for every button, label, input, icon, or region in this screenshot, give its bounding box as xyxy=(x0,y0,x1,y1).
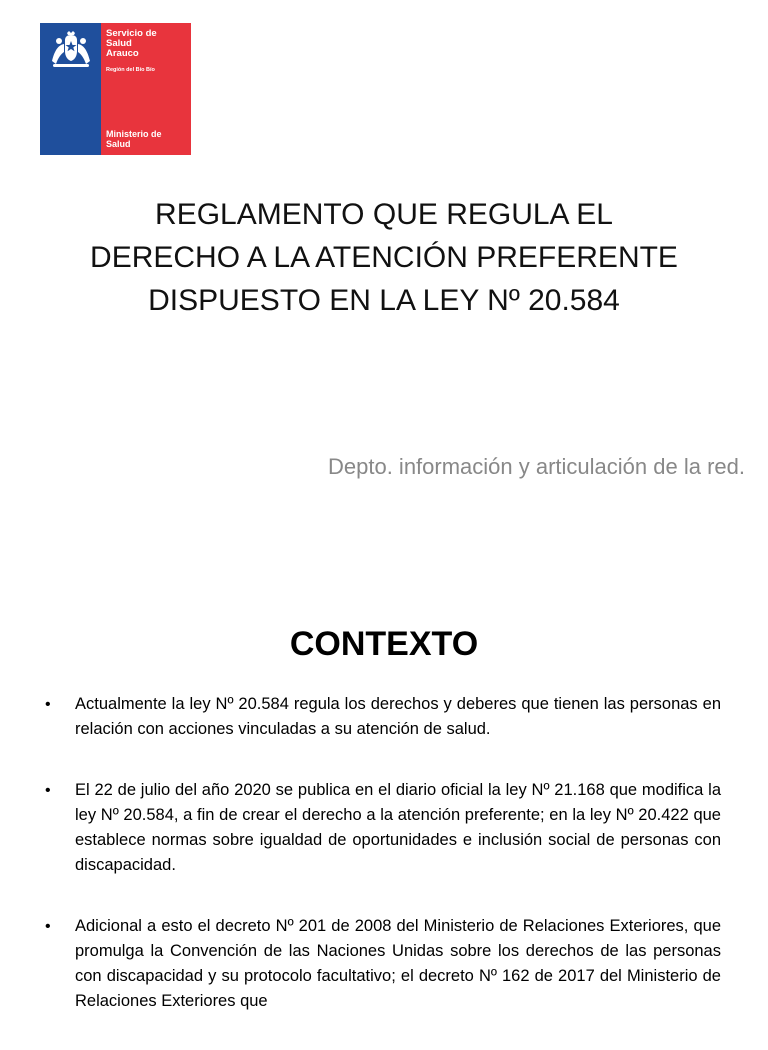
logo-ministry-name: Ministerio de Salud xyxy=(106,129,162,149)
list-item xyxy=(45,692,721,742)
bullet-text: Actualmente la ley Nº 20.584 regula los derechos y deberes que tienen las personas en relación con acciones vinculadas a su atención de salud. xyxy=(75,695,721,738)
bullet-text: Adicional a esto el decreto Nº 201 de 2008 del Ministerio de Relaciones Exteriores, que promulga la Convención de las Naciones Unidas sobre los derechos de las personas con discapacidad y su protocolo facultativo; el decreto Nº 162 de 2017 del Ministerio de Relaciones Exteriores que xyxy=(75,917,721,1010)
bullet-text: El 22 de julio del año 2020 se publica en el diario oficial la ley Nº 21.168 que modifica la ley Nº 20.584, a fin de crear el derecho a la atención preferente; en la ley Nº 20.422 que establece normas sobre igualdad de oportunidades e inclusión social de personas con discapacidad. xyxy=(75,781,721,874)
slide-subtitle: Depto. información y articulación de la red. xyxy=(328,454,745,479)
list-item xyxy=(45,914,721,1014)
chile-coat-of-arms-icon xyxy=(47,31,95,71)
slide-title: REGLAMENTO QUE REGULA EL DERECHO A LA ATENCIÓN PREFERENTE DISPUESTO EN LA LEY Nº 20.584 xyxy=(90,198,678,317)
logo-blue-panel xyxy=(40,23,101,155)
logo-region: Región del Bío Bío xyxy=(106,67,155,73)
bullet-list xyxy=(45,692,721,1050)
section-heading: CONTEXTO xyxy=(289,625,479,663)
list-item xyxy=(45,778,721,878)
logo-red-panel xyxy=(101,23,191,155)
bullet-icon: • xyxy=(45,782,51,799)
bullet-icon: • xyxy=(45,696,51,713)
bullet-icon: • xyxy=(45,918,51,935)
servicio-salud-logo xyxy=(40,23,191,155)
context-slide xyxy=(0,580,768,1024)
logo-organization-name: Servicio de Salud Arauco xyxy=(106,28,157,59)
